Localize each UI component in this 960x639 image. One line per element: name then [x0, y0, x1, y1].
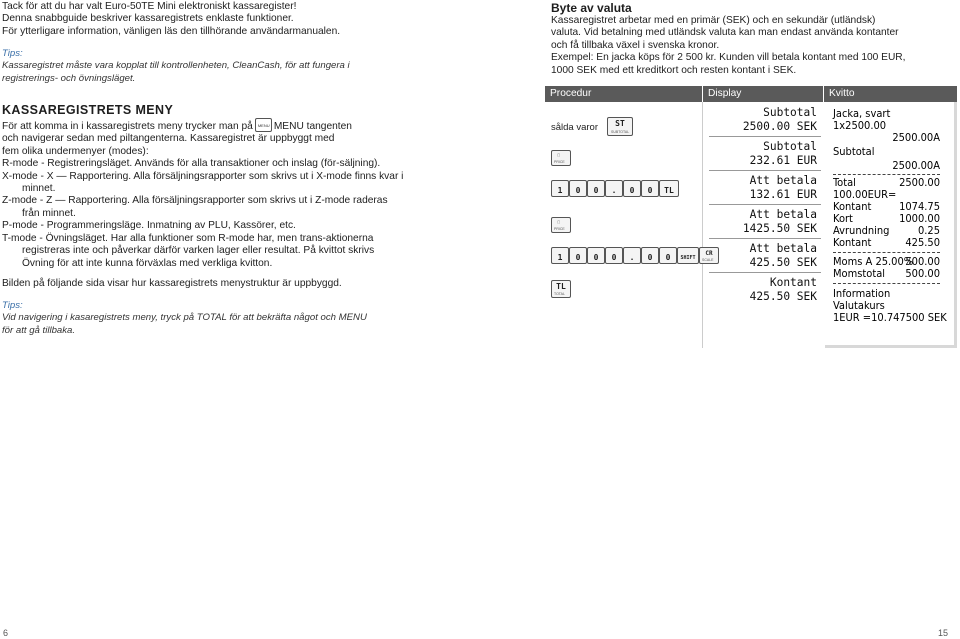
- display-label: Kontant: [769, 276, 817, 289]
- currency-line: Exempel: En jacka köps för 2 500 kr. Kunden vill betala kontant med 100 EUR,: [551, 52, 906, 64]
- tip-line: Vid navigering i kasaregistrets meny, tryck på TOTAL för att bekräfta något och MENU: [2, 312, 367, 324]
- receipt-payment-row: Kort 1000.00: [833, 212, 940, 225]
- intro-line: För ytterligare information, vänligen läs den tillhörande användarmanualen.: [2, 25, 341, 37]
- currency-line: 1000 SEK med ett kreditkort och resten kontant i SEK.: [551, 64, 797, 76]
- display-divider: [709, 136, 821, 137]
- tip-heading: Tips:: [2, 300, 23, 312]
- display-value: 425.50 SEK: [749, 256, 817, 269]
- mode-item: Z-mode - Z — Rapportering. Alla försäljningsrapporter som skrivs ut i Z-mode raderas från minnet.: [2, 195, 388, 219]
- tip-box: [2, 300, 406, 337]
- receipt-divider: [833, 252, 940, 253]
- menu-intro-pre: För att komma in i kassaregistrets meny trycker man på: [2, 121, 253, 133]
- display-label: Subtotal: [763, 140, 817, 153]
- display-value: 232.61 EUR: [749, 154, 817, 167]
- display-label: Att betala: [749, 242, 817, 255]
- mode-item: X-mode - X — Rapportering. Alla försäljningsrapporter som skrivs ut i X-mode finns kvar i minnet.: [2, 170, 404, 195]
- display-divider: [709, 204, 821, 205]
- mode-item: P-mode - Programmeringsläge. Inmatning av PLU, Kassörer, etc.: [2, 220, 296, 232]
- display-label: Att betala: [749, 174, 817, 187]
- tip-line: Kassaregistret måste vara kopplat till kontrollenheten, CleanCash, för att fungera i: [2, 60, 350, 72]
- receipt-subtotal-label: Subtotal: [833, 145, 875, 158]
- display-label: Att betala: [749, 208, 817, 221]
- procedure-table: [545, 86, 957, 348]
- procedure-column: sålda varor ST SUBTOTAL ▢ PRICE 1 0 0 . 0 0 TL ▢ PRICE 1 0 0 0 . 0 0 SHIFT CR SCALE TL TOTAL: [545, 102, 703, 348]
- menu-intro-line: [2, 118, 406, 133]
- receipt-payment-row: Avrundning 0.25: [833, 224, 940, 237]
- display-value: 425.50 SEK: [749, 290, 817, 303]
- receipt-valutakurs: Valutakurs: [833, 299, 885, 312]
- receipt-divider: [833, 174, 940, 175]
- header-procedure: Procedur: [545, 86, 702, 102]
- tip-line: registrerings- och övningsläget.: [2, 72, 136, 84]
- right-column: [551, 0, 951, 77]
- tip-heading: Tips:: [2, 48, 23, 60]
- currency-line: Kassaregistret arbetar med en primär (SEK) och en sekundär (utländsk): [551, 15, 876, 26]
- receipt-subtotal-amount-row: 2500.00A: [892, 159, 940, 172]
- currency-line: valuta. Vid betalning med utländsk valuta kan man endast använda kontanter: [551, 27, 899, 39]
- receipt-rate: 1EUR =10.747500 SEK: [833, 311, 947, 324]
- receipt-total-row: Total 2500.00: [833, 176, 940, 189]
- menu-text-line: och navigerar sedan med piltangenterna. Kassaregistret är uppbyggt med: [2, 133, 335, 145]
- receipt-momstotal-row: Momstotal 500.00: [833, 267, 940, 280]
- menu-text-line: fem olika undermenyer (modes):: [2, 145, 149, 157]
- display-value: 132.61 EUR: [749, 188, 817, 201]
- mode-item: R-mode - Registreringsläget. Används för alla transaktioner och inslag (för-säljning).: [2, 158, 381, 170]
- display-divider: [709, 238, 821, 239]
- display-column: [705, 102, 823, 348]
- receipt-info: Information: [833, 287, 891, 300]
- sold-items-label: sålda varor: [551, 122, 598, 133]
- subtotal-key: ST SUBTOTAL: [607, 117, 633, 136]
- receipt-item: Jacka, svart: [833, 107, 891, 120]
- intro-line: Tack för att du har valt Euro-50TE Mini elektroniskt kassaregister!: [2, 1, 297, 12]
- price-key: ▢ PRICE: [551, 217, 571, 233]
- total-key: TL TOTAL: [551, 280, 571, 298]
- price-key: ▢ PRICE: [551, 150, 571, 166]
- header-display: Display: [703, 86, 823, 102]
- currency-line: och få tillbaka växel i svenska kronor.: [551, 39, 720, 51]
- receipt-payment-row: Kontant 425.50: [833, 236, 940, 249]
- header-receipt: Kvitto: [824, 86, 957, 102]
- receipt-item-qty: 1x2500.00: [833, 119, 887, 132]
- display-value: 2500.00 SEK: [742, 120, 817, 133]
- display-divider: [709, 170, 821, 171]
- tip-box: [2, 48, 406, 85]
- currency-title: Byte av valuta: [551, 1, 632, 15]
- receipt-eur-line: 100.00EUR=: [833, 188, 897, 201]
- receipt-moms-row: Moms A 25.00% 500.00: [833, 255, 940, 268]
- receipt-divider: [833, 283, 940, 284]
- section-title: KASSAREGISTRETS MENY: [2, 103, 174, 118]
- receipt-item-amount-row: 2500.00A: [892, 131, 940, 144]
- receipt-payment-row: Kontant 1074.75: [833, 200, 940, 213]
- menu-intro-post: MENU tangenten: [273, 121, 352, 133]
- menu-footer: Bilden på följande sida visar hur kassaregistrets menystruktur är uppbyggd.: [2, 277, 342, 289]
- page-number-left: 6: [3, 628, 9, 638]
- display-value: 1425.50 SEK: [742, 222, 817, 235]
- display-divider: [709, 272, 821, 273]
- receipt-column: [825, 102, 957, 348]
- page-number-right: 15: [938, 628, 949, 638]
- display-label: Subtotal: [763, 106, 817, 119]
- intro-line: Denna snabbguide beskriver kassaregistrets enklaste funktioner.: [2, 13, 294, 25]
- menu-key-icon: MENU: [255, 118, 272, 132]
- menu-section: [2, 103, 406, 290]
- left-column: [2, 0, 406, 337]
- receipt: [825, 102, 957, 348]
- intro: [2, 1, 406, 38]
- mode-item: T-mode - Övningsläget. Har alla funktioner som R-mode har, men trans-aktionerna registreras inte och påverkar därför varken lager eller resultat. På kvittot skrivs Övning för att inte kunna förväxlas med verkliga kvitton.: [2, 232, 375, 269]
- tip-line: för att gå tillbaka.: [2, 324, 76, 336]
